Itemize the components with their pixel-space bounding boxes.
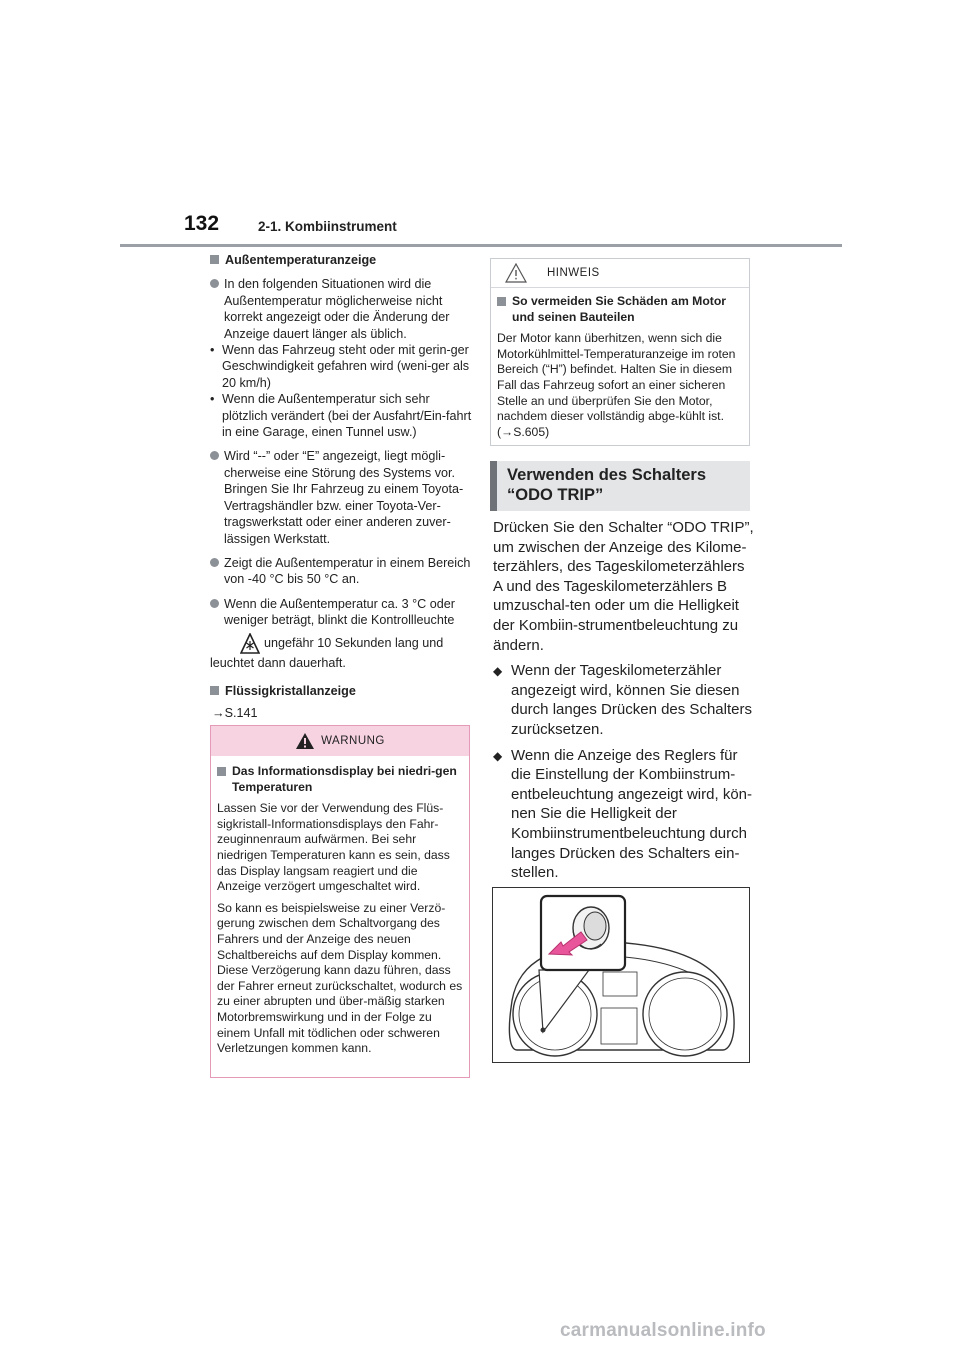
watermark: carmanualsonline.info bbox=[560, 1320, 766, 1341]
heading-text: Flüssigkristallanzeige bbox=[225, 683, 356, 698]
square-bullet-icon bbox=[497, 297, 506, 306]
ice-warning-icon bbox=[240, 633, 260, 655]
item-text: Wenn der Tageskilometerzähler angezeigt wird, können Sie diesen durch langes Drücken des Schalters zurücksetzen. bbox=[511, 662, 752, 738]
list-item bbox=[210, 596, 472, 671]
section-heading-line1: Verwenden des Schalters bbox=[507, 466, 707, 484]
sub-bullet: • Wenn die Außentemperatur sich sehr plötzlich verändert (bei der Ausfahrt/Ein-fahrt in eine Garage, einen Tunnel usw.) bbox=[210, 392, 472, 440]
warning-title bbox=[217, 764, 463, 795]
caution-triangle-icon bbox=[505, 263, 527, 283]
intro-paragraph: Drücken Sie den Schalter “ODO TRIP”, um zwischen der Anzeige des Kilome-terzählers, des Tageskilometerzählers A und des Tageskilometerzählers B umzuschal-ten oder um die Helligkeit der Kombiin-strumentbeleuchtung zu ändern. bbox=[493, 519, 754, 654]
section-heading-line2: “ODO TRIP” bbox=[507, 486, 604, 504]
page-number: 132 bbox=[184, 212, 220, 235]
illustration-frame bbox=[492, 887, 750, 1063]
circle-bullet-icon bbox=[210, 599, 219, 608]
warning-paragraph: So kann es beispielsweise zu einer Verzö-gerung zwischen dem Schaltvorgang des Fahrers und der Anzeige des neuen Schaltbereichs auf dem Display kommen. Diese Verzögerung kann dazu führen, dass der Fahrer erneut zurückschaltet, wodurch es zu einer abrupten und über-mäßig starken Motorbremswirkung und in der Folge zu einem Unfall mit tödlichen oder schweren Verletzungen kommen kann. bbox=[217, 900, 463, 1056]
square-bullet-icon bbox=[210, 686, 219, 695]
item-text-cont: ungefähr 10 Sekunden lang und bbox=[264, 636, 444, 651]
sub-bullet-text: Wenn das Fahrzeug steht oder mit gerin-ger Geschwindigkeit gefahren wird (weni-ger als 20 km/h) bbox=[222, 343, 470, 390]
note-title-text: So vermeiden Sie Schäden am Motor und seinen Bauteilen bbox=[512, 294, 727, 324]
page-reference-link[interactable]: →S.141 bbox=[212, 706, 258, 721]
item-text: Wenn die Außentemperatur ca. 3 °C oder weniger beträgt, blinkt die Kontrollleuchte bbox=[224, 596, 455, 628]
warning-paragraph: Lassen Sie vor der Verwendung des Flüs-sigkristall-Informationsdisplays den Fahr-zeuginnenraum aufwärmen. Bei sehr niedrigen Temperaturen kann es sein, dass das Display langsam reagiert und die Anzeige verzögert umgeschaltet wird. bbox=[217, 801, 450, 894]
note-title bbox=[497, 294, 743, 325]
item-text: Wenn die Anzeige des Reglers für die Einstellung der Kombiinstrum-entbeleuchtung angezeigt wird, kön-nen Sie die Helligkeit der Kombiinstrumentbeleuchtung durch langes Drücken des Schalters ein-stellen. bbox=[511, 746, 752, 882]
section-heading-bar bbox=[490, 461, 497, 511]
sub-bullet-text: Wenn die Außentemperatur sich sehr plötzlich verändert (bei der Ausfahrt/Ein-fahrt in eine Garage, einen Tunnel usw.) bbox=[222, 392, 472, 440]
list-item bbox=[210, 276, 472, 440]
square-bullet-icon bbox=[217, 767, 226, 776]
diamond-bullet-icon: ◆ bbox=[493, 748, 503, 763]
item-text-end: leuchtet dann dauerhaft. bbox=[210, 655, 346, 670]
warning-label: WARNUNG bbox=[321, 735, 385, 747]
note-header bbox=[491, 259, 749, 288]
left-column bbox=[210, 252, 472, 722]
indicator-line bbox=[240, 633, 472, 655]
item-text: Zeigt die Außentemperatur in einem Bereich von -40 °C bis 50 °C an. bbox=[224, 555, 471, 587]
warning-triangle-icon bbox=[295, 732, 315, 750]
heading-outside-temperature bbox=[210, 252, 472, 268]
note-box bbox=[490, 258, 750, 446]
item-text: Wird “--” oder “E” angezeigt, liegt mögli-cherweise eine Störung des Systems vor. Bringen Sie Ihr Fahrzeug zu einem Toyota-Vertragshändler bzw. einer Toyota-Ver-tragswerkstatt oder einer anderen zuver-lässigen Werkstatt. bbox=[224, 449, 464, 546]
note-paragraph: Der Motor kann überhitzen, wenn sich die Motorkühlmittel-Temperaturanzeige im roten Bereich (“H”) befindet. Halten Sie in diesem Fall das Fahrzeug sofort an einer sicheren Stelle an und überprüfen Sie den Motor, nachdem dieser vollständig abge-kühlt ist. (→S.605) bbox=[497, 331, 736, 439]
list-item bbox=[493, 746, 755, 883]
note-label: HINWEIS bbox=[547, 267, 600, 279]
heading-lcd bbox=[210, 683, 472, 699]
section-heading bbox=[497, 461, 706, 511]
circle-bullet-icon bbox=[210, 279, 219, 288]
sub-bullet: • Wenn das Fahrzeug steht oder mit gerin-ger Geschwindigkeit gefahren wird (weni-ger als 20 km/h) bbox=[210, 342, 472, 391]
diamond-bullet-icon: ◆ bbox=[493, 664, 503, 679]
square-bullet-icon bbox=[210, 255, 219, 264]
section-heading-block bbox=[490, 461, 750, 511]
list-item bbox=[210, 448, 472, 546]
list-item bbox=[493, 661, 755, 739]
circle-bullet-icon bbox=[210, 451, 219, 460]
warning-title-text: Das Informationsdisplay bei niedri-gen Temperaturen bbox=[232, 764, 457, 794]
right-body bbox=[493, 518, 755, 883]
warning-box bbox=[210, 725, 470, 1078]
instrument-cluster-illustration bbox=[493, 888, 749, 1062]
circle-bullet-icon bbox=[210, 558, 219, 567]
item-text: In den folgenden Situationen wird die Außentemperatur möglicherweise nicht korrekt angezeigt oder die Änderung der Anzeige dauert länger als üblich. bbox=[224, 277, 450, 341]
section-title: 2-1. Kombiinstrument bbox=[258, 219, 397, 234]
warning-header bbox=[211, 726, 469, 756]
heading-text: Außentemperaturanzeige bbox=[225, 253, 377, 267]
header-rule bbox=[120, 244, 842, 247]
list-item bbox=[210, 555, 472, 588]
